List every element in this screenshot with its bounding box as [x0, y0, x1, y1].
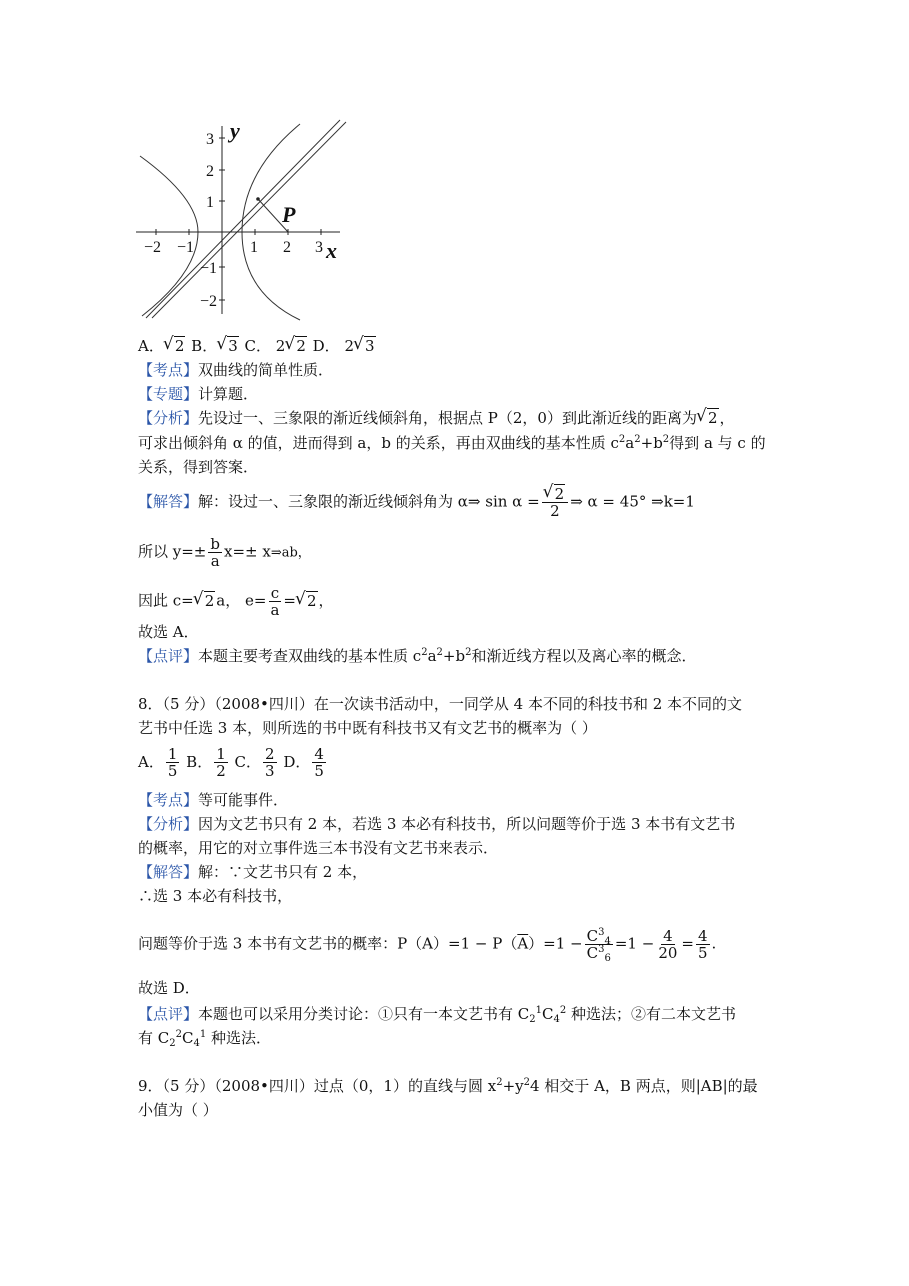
dianping-tag: 【点评】	[138, 1005, 199, 1023]
x-axis-label: x	[326, 238, 337, 263]
q8-dianping-line2: 有 $C_2^2C_4^1$ 种选法．	[138, 1029, 272, 1049]
q7-guxuan: 故选 A．	[138, 623, 199, 641]
hyperbola-graph	[132, 112, 352, 322]
fenxi-tag: 【分析】	[138, 409, 199, 427]
kaodian-tag: 【考点】	[138, 361, 199, 379]
q7-fenxi-line3: 关系，得到答案．	[138, 458, 259, 476]
x-tick-label: 3	[315, 239, 323, 256]
q7-option-d: D． 2 √ 3	[313, 337, 377, 355]
q8-wenti: 问题等价于选 3 本书有文艺书的概率：$P(A)=1 - P(\overline{A})=1$ − $\frac{C^3_4}{C^3_6}$ =1 − $\frac{4}{20}$ = $\frac{4}{5}$ .	[138, 927, 717, 964]
q8-option-b: B． $\frac{1}{2}$	[186, 745, 226, 780]
q8-dianping-line1: 【点评】本题也可以采用分类讨论：①只有一本文艺书有 $C_2^1C_4^2$ 种选法；②有二本文艺书	[138, 1005, 737, 1025]
q8-jieda-line2: ∴选 3 本必有科技书，	[138, 887, 293, 905]
x-tick-label: 2	[283, 239, 291, 256]
x-tick-label: −1	[177, 239, 195, 256]
point-p-label: P	[282, 202, 296, 227]
q8-option-d: D． $\frac{4}{5}$	[283, 745, 324, 780]
q7-zhuanti: 【专题】计算题．	[138, 385, 259, 403]
hyperbola-left-branch	[140, 156, 198, 316]
y-tick-label: 2	[206, 163, 214, 180]
q7-dianping: 【点评】本题主要考查双曲线的基本性质 $c^2a^2+b^2$和渐近线方程以及离心率的概念．	[138, 647, 697, 665]
x-tick-label: 1	[250, 239, 258, 256]
q9-stem-line2: 小值为（ ）	[138, 1101, 218, 1119]
y-tick-label: 3	[206, 131, 214, 148]
q7-option-a: A． √ 2	[138, 337, 186, 355]
zhuanti-tag: 【专题】	[138, 385, 199, 403]
q8-guxuan: 故选 D．	[138, 979, 200, 997]
q8-kaodian: 【考点】等可能事件．	[138, 791, 289, 809]
x-tick-label: −2	[144, 239, 162, 256]
q7-kaodian: 【考点】双曲线的简单性质．	[138, 361, 334, 379]
q8-jieda-line1: 【解答】解：∵文艺书只有 2 本，	[138, 863, 368, 881]
y-tick-label: −2	[200, 293, 218, 310]
asymptote-line-2	[152, 122, 346, 318]
q7-option-c: C． 2 √ 2	[245, 337, 308, 355]
q7-jieda-line1: 【解答】解：设过一、三象限的渐近线倾斜角为 α⇒ sin α = √ $\frac{2}{2}$ ⇒ α = 45° ⇒k=1	[138, 486, 695, 519]
q7-option-b: B． √ 3	[191, 337, 240, 355]
q8-fenxi-line1: 【分析】因为文艺书只有 2 本，若选 3 本必有科技书，所以问题等价于选 3 本书有文艺书	[138, 815, 736, 833]
q8-stem-line1: 8．（5 分）（2008•四川）在一次读书活动中，一同学从 4 本不同的科技书和 2 本不同的文	[138, 695, 743, 713]
q9-stem-line1: 9．（5 分）（2008•四川）过点（0，1）的直线与圆 $x^2+y^24$ 相交于 A，B 两点，则|AB|的最	[138, 1077, 758, 1095]
fenxi-tag: 【分析】	[138, 815, 199, 833]
jieda-tag: 【解答】	[138, 863, 199, 881]
q8-options	[138, 746, 328, 779]
asymptote-line-1	[146, 120, 340, 318]
q7-fenxi-line2: 可求出倾斜角 α 的值，进而得到 a，b 的关系，再由双曲线的基本性质 $c^2a^2+b^2$得到 a 与 c 的	[138, 434, 766, 452]
q8-option-c: C． $\frac{2}{3}$	[234, 745, 275, 780]
q7-fenxi-line1: 【分析】先设过一、三象限的渐近线倾斜角，根据点 P（2，0）到此渐近线的距离为 √ 2 ，	[138, 408, 735, 428]
y-tick-label: 1	[206, 194, 214, 211]
kaodian-tag: 【考点】	[138, 791, 199, 809]
q7-options	[138, 336, 377, 356]
dianping-tag: 【点评】	[138, 647, 199, 665]
q7-suoyi: 所以 y=± $\frac{b}{a}$ x=± x⇒ab，	[138, 535, 311, 570]
graph-curves	[140, 120, 346, 320]
q7-yinci: 因此 c= √ 2 a， e= $\frac{c}{a}$ = √ 2 ，	[138, 585, 334, 618]
jieda-tag: 【解答】	[138, 492, 199, 511]
tangent-point	[256, 197, 260, 201]
q8-fenxi-line2: 的概率，用它的对立事件选三本书没有文艺书来表示．	[138, 839, 499, 857]
y-axis-label: y	[230, 118, 240, 143]
y-tick-label: −1	[200, 260, 218, 277]
q8-stem-line2: 艺书中任选 3 本，则所选的书中既有科技书又有文艺书的概率为（ ）	[138, 719, 597, 737]
q8-option-a: A． $\frac{1}{5}$	[138, 745, 178, 780]
graph-axes	[136, 126, 340, 314]
